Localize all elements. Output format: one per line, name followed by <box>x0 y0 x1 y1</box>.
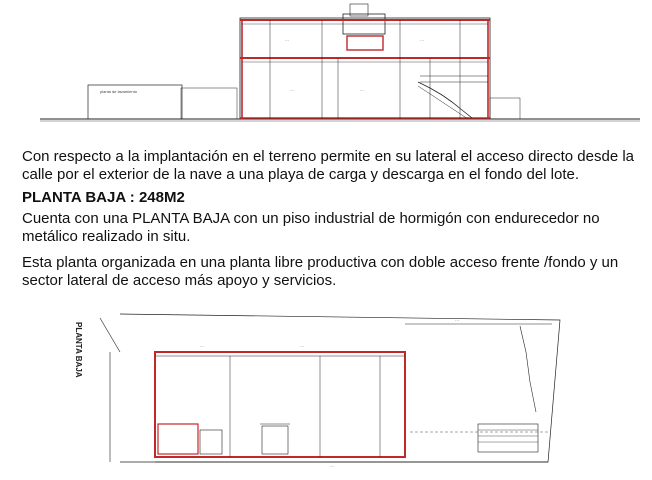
paragraph-implantation: Con respecto a la implantación en el terreno permite en su lateral el acceso directo desde la calle por el exterior de la nave a una playa de carga y descarga en el fondo del lote. <box>22 148 635 183</box>
svg-text:···: ··· <box>455 318 459 323</box>
svg-text:···: ··· <box>360 88 364 93</box>
elevation-side-label: planta de lavamiento <box>100 89 137 94</box>
svg-text:···: ··· <box>285 38 289 43</box>
paragraph-floor: Cuenta con una PLANTA BAJA con un piso industrial de hormigón con endurecedor no metálico realizado in situ. <box>22 210 600 245</box>
section-heading: PLANTA BAJA : 248M2 <box>22 189 185 206</box>
svg-text:···: ··· <box>300 344 304 349</box>
plan-vertical-label: PLANTA BAJA <box>74 322 83 378</box>
elevation-drawing <box>0 0 652 135</box>
svg-text:···: ··· <box>200 344 204 349</box>
floor-plan-drawing <box>0 312 652 480</box>
svg-text:···: ··· <box>330 464 334 469</box>
svg-text:···: ··· <box>420 38 424 43</box>
svg-text:···: ··· <box>290 88 294 93</box>
paragraph-organization: Esta planta organizada en una planta libre productiva con doble acceso frente /fondo y un sector lateral de acceso más apoyo y servicios. <box>22 254 619 289</box>
